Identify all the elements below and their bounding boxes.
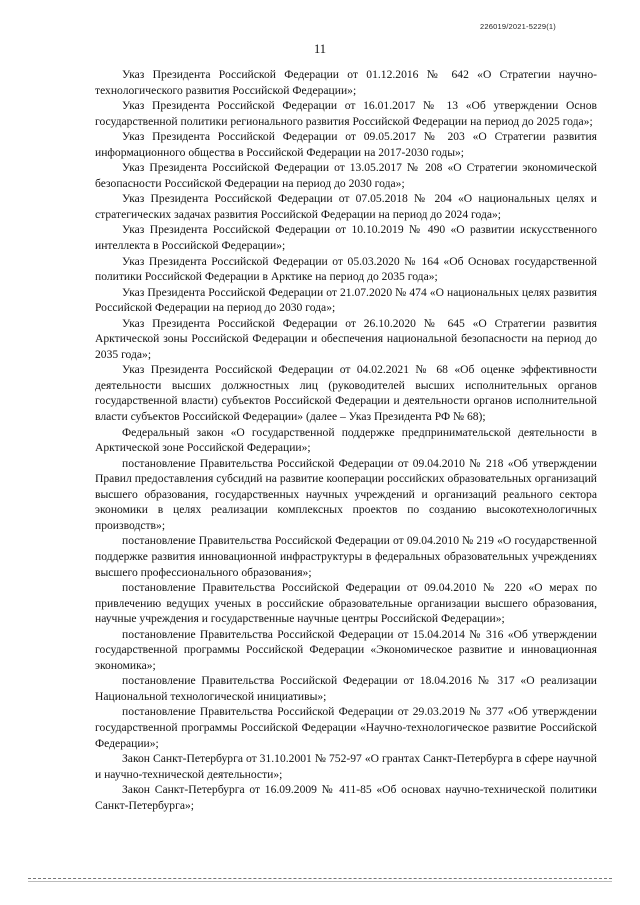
document-id: 226019/2021-5229(1)	[480, 22, 556, 31]
paragraph: Указ Президента Российской Федерации от 26.10.2020 № 645 «О Стратегии развития Арктической зоны Российской Федерации и обеспечения национальной безопасности на период до 2035 года»;	[95, 316, 597, 361]
footer-divider	[28, 881, 612, 882]
paragraph: постановление Правительства Российской Федерации от 09.04.2010 № 220 «О мерах по привлечению ведущих ученых в российские образовательные организации высшего образования, научные учреждения и государственные научные центры Российской Федерации»;	[95, 581, 597, 626]
paragraph: постановление Правительства Российской Федерации от 18.04.2016 № 317 «О реализации Национальной технологической инициативы»;	[95, 674, 597, 703]
paragraph: Указ Президента Российской Федерации от 16.01.2017 № 13 «Об утверждении Основ государственной политики регионального развития Российской Федерации на период до 2025 года»;	[95, 99, 597, 128]
paragraph: Указ Президента Российской Федерации от 07.05.2018 № 204 «О национальных целях и стратегических задачах развития Российской Федерации на период до 2024 года»;	[95, 192, 597, 221]
paragraph: Указ Президента Российской Федерации от 09.05.2017 № 203 «О Стратегии развития информационного общества в Российской Федерации на 2017-2030 годы»;	[95, 130, 597, 159]
paragraph: Указ Президента Российской Федерации от 04.02.2021 № 68 «Об оценке эффективности деятельности высших должностных лиц (руководителей высших исполнительных органов государственной власти) субъектов Российской Федерации и деятельности органов исполнительной власти субъектов Российской Федерации» (далее – Указ Президента РФ № 68);	[95, 363, 597, 424]
paragraph: Закон Санкт-Петербурга от 16.09.2009 № 411-85 «Об основах научно-технической политики Санкт-Петербурга»;	[95, 783, 597, 812]
paragraph: постановление Правительства Российской Федерации от 29.03.2019 № 377 «Об утверждении государственной программы Российской Федерации «Научно-технологическое развитие Российской Федерации»;	[95, 705, 597, 750]
paragraph: Закон Санкт-Петербурга от 31.10.2001 № 752-97 «О грантах Санкт-Петербурга в сфере научной и научно-технической деятельности»;	[95, 752, 597, 781]
paragraph: постановление Правительства Российской Федерации от 09.04.2010 № 218 «Об утверждении Правил предоставления субсидий на развитие кооперации российских образовательных организаций высшего образования, государственных научных учреждений и организаций реального сектора экономики в целях реализации комплексных проектов по созданию высокотехнологичных производств»;	[95, 456, 597, 532]
paragraph: постановление Правительства Российской Федерации от 09.04.2010 № 219 «О государственной поддержке развития инновационной инфраструктуры в федеральных образовательных учреждениях высшего профессионального образования»;	[95, 534, 597, 579]
paragraph: Федеральный закон «О государственной поддержке предпринимательской деятельности в Арктической зоне Российской Федерации»;	[95, 425, 597, 455]
page-number: 11	[313, 42, 327, 56]
paragraph: Указ Президента Российской Федерации от 21.07.2020 № 474 «О национальных целях развития Российской Федерации на период до 2030 года»;	[95, 285, 597, 315]
footer-divider	[28, 878, 612, 879]
paragraph: Указ Президента Российской Федерации от 01.12.2016 № 642 «О Стратегии научно-технологического развития Российской Федерации»;	[95, 68, 597, 97]
paragraph: Указ Президента Российской Федерации от 05.03.2020 № 164 «Об Основах государственной политики Российской Федерации в Арктике на период до 2035 года»;	[95, 254, 597, 284]
paragraph: Указ Президента Российской Федерации от 13.05.2017 № 208 «О Стратегии экономической безопасности Российской Федерации на период до 2030 года»;	[95, 161, 597, 190]
paragraph: Указ Президента Российской Федерации от 10.10.2019 № 490 «О развитии искусственного интеллекта в Российской Федерации»;	[95, 223, 597, 253]
document-body	[95, 67, 597, 813]
paragraph: постановление Правительства Российской Федерации от 15.04.2014 № 316 «Об утверждении государственной программы Российской Федерации «Экономическое развитие и инновационная экономика»;	[95, 627, 597, 672]
